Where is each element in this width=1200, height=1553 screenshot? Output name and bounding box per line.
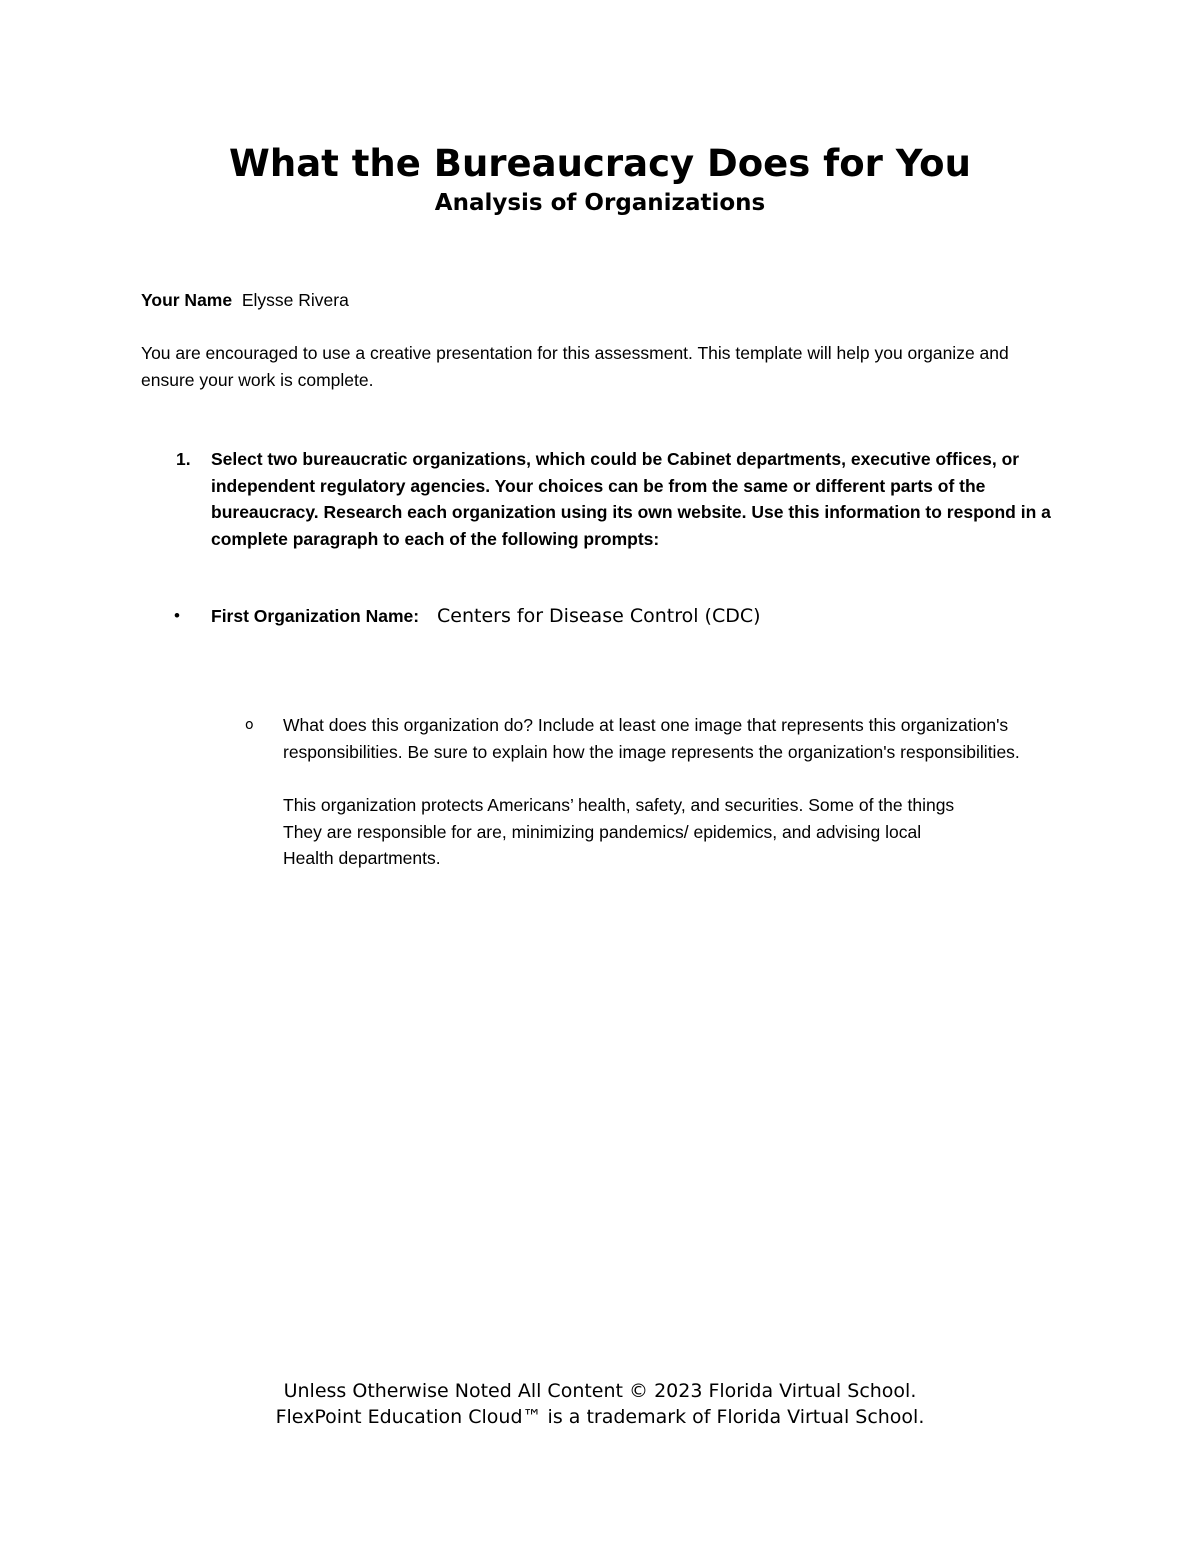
first-organization-value: Centers for Disease Control (CDC): [437, 605, 761, 627]
instruction-number: 1.: [176, 449, 191, 469]
answer-paragraph: [283, 792, 1063, 872]
instruction-text: Select two bureaucratic organizations, which could be Cabinet departments, executive offices, or independent regulatory agencies. Your choices can be from the same or different parts of the bureaucracy. Research each organization using its own website. Use this information to respond in a complete paragraph to each of the following prompts:: [211, 449, 1051, 549]
question-item: [245, 712, 1065, 872]
student-name-line: [141, 287, 349, 314]
answer-line: This organization protects Americans’ health, safety, and securities. Some of the things: [283, 795, 955, 815]
footer-copyright: Unless Otherwise Noted All Content © 2023 Florida Virtual School.: [283, 1380, 917, 1402]
bullet-icon: •: [174, 606, 180, 625]
name-value: Elysse Rivera: [241, 290, 349, 310]
name-label: Your Name: [141, 290, 233, 310]
circle-bullet-icon: o: [245, 717, 254, 733]
page-title: What the Bureaucracy Does for You: [229, 142, 971, 185]
footer-trademark: FlexPoint Education Cloud™ is a trademark of Florida Virtual School.: [275, 1406, 925, 1428]
intro-paragraph: You are encouraged to use a creative presentation for this assessment. This template will help you organize and ensure your work is complete.: [141, 343, 1009, 390]
answer-line: They are responsible for are, minimizing pandemics/ epidemics, and advising local: [283, 821, 922, 842]
question-text: What does this organization do? Include at least one image that represents this organization's responsibilities. Be sure to explain how the image represents the organization's responsibilities.: [283, 715, 1020, 762]
answer-line: Health departments.: [283, 848, 441, 868]
page-footer: [0, 1378, 1200, 1430]
first-organization-label: First Organization Name:: [211, 606, 420, 626]
instruction-item: [176, 446, 1076, 552]
page-subtitle: Analysis of Organizations: [434, 190, 766, 216]
